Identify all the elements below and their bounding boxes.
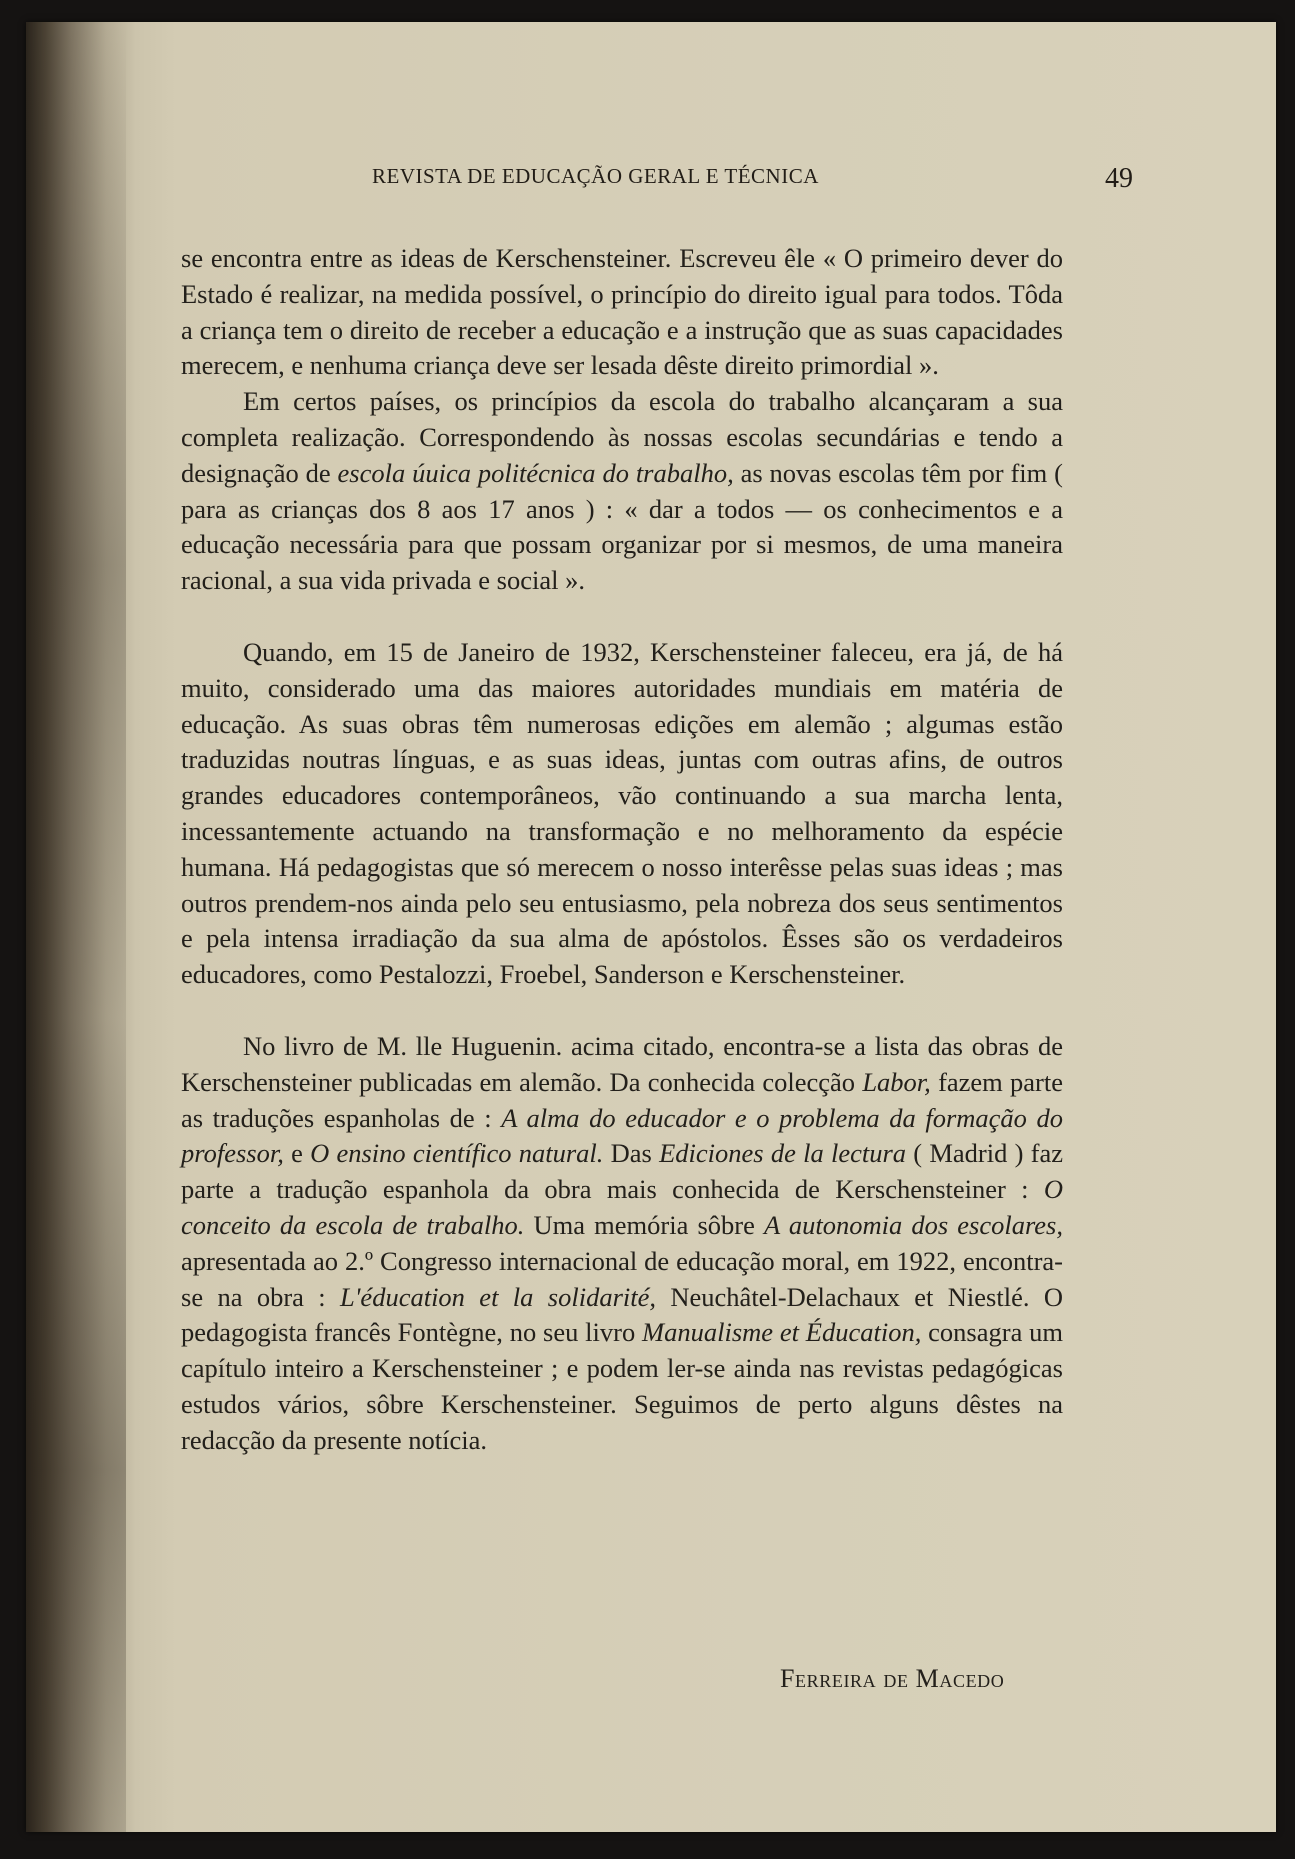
running-title: REVISTA DE EDUCAÇÃO GERAL E TÉCNICA bbox=[372, 164, 819, 188]
text-segment: consagra um capítulo inteiro a Kerschensteiner ; e podem ler-se ainda nas revistas pedagógicas estudos vários, sôbre Kerschensteiner. Seguimos de perto alguns dêstes na redacção da presente notícia. bbox=[181, 1317, 1064, 1455]
italic-title: Manualisme et Éducation, bbox=[642, 1317, 922, 1348]
paragraph-2 bbox=[181, 384, 1063, 599]
text-segment: e bbox=[283, 1138, 311, 1169]
spine-shadow bbox=[26, 22, 126, 1832]
article-body bbox=[181, 241, 1063, 1459]
italic-title: Labor, bbox=[862, 1066, 931, 1097]
text-segment: No livro de M. lle Huguenin. acima citado, encontra-se a lista das obras de Kerschensteiner publicadas em alemão. Da conhecida colecção bbox=[181, 1030, 1063, 1097]
paragraph-1 bbox=[181, 241, 1063, 384]
text-segment: ( Madrid ) faz parte a tradução espanhola da obra mais conhecida de Kerschensteiner : bbox=[181, 1138, 1064, 1205]
text-segment: as novas escolas têm por fim ( para as crianças dos 8 aos 17 anos ) : « dar a todos — os conhecimentos e a educação necessária para que possam organizar por si mesmos, de uma maneira racional, a sua vida privada e social ». bbox=[181, 457, 1063, 596]
text-segment: Neuchâtel-Delachaux et Niestlé. O pedagogista francês Fontègne, no seu livro bbox=[181, 1281, 1063, 1348]
italic-title: O ensino científico natural. bbox=[310, 1138, 604, 1169]
author-signature: Ferreira de Macedo bbox=[780, 1664, 1005, 1693]
text-segment: apresentada ao 2.º Congresso internacional de educação moral, em 1922, encontra-se na obra : bbox=[181, 1245, 1063, 1312]
italic-title: L'éducation et la solidarité, bbox=[340, 1281, 657, 1312]
italic-title: Ediciones de la lectura bbox=[659, 1138, 907, 1169]
text-segment: Em certos países, os princípios da escola do trabalho alcançaram a sua completa realização. Correspondendo às nossas escolas secundárias e tendo a designação de bbox=[181, 386, 1063, 488]
italic-title: escola úuica politécnica do trabalho, bbox=[337, 457, 734, 488]
italic-title: A alma do educador e o problema da formação do professor, bbox=[181, 1102, 1063, 1169]
text-segment: Quando, em 15 de Janeiro de 1932, Kerschensteiner faleceu, era já, de há muito, considerado uma das maiores autoridades mundiais em matéria de educação. As suas obras têm numerosas edições em alemão ; algumas estão traduzidas noutras línguas, e as suas ideas, juntas com outras afins, de outros grandes educadores contemporâneos, vão continuando a sua marcha lenta, incessantemente actuando na transformação e no melhoramento da espécie humana. Há pedagogistas que só merecem o nosso interêsse pelas suas ideas ; mas outros prendem-nos ainda pelo seu entusiasmo, pela nobreza dos seus sentimentos e pela intensa irradiação da sua alma de apóstolos. Êsses são os verdadeiros educadores, como Pestalozzi, Froebel, Sanderson e Kerschensteiner. bbox=[181, 636, 1063, 990]
text-segment: se encontra entre as ideas de Kerschensteiner. Escreveu êle « O primeiro dever do Estado é realizar, na medida possível, o princípio do direito igual para todos. Tôda a criança tem o direito de receber a educação e a instrução que as suas capacidades merecem, e nenhuma criança deve ser lesada dêste direito primordial ». bbox=[181, 243, 1063, 381]
paragraph-4 bbox=[181, 1029, 1063, 1459]
paragraph-3 bbox=[181, 635, 1063, 993]
text-segment: Das bbox=[603, 1138, 660, 1169]
italic-title: O conceito da escola de trabalho. bbox=[181, 1174, 1063, 1240]
scanned-page bbox=[26, 22, 1276, 1832]
italic-title: A autonomia dos escolares, bbox=[764, 1209, 1063, 1240]
page-number: 49 bbox=[1105, 163, 1133, 194]
text-segment: fazem parte as traduções espanholas de : bbox=[181, 1066, 1064, 1133]
text-segment: Uma memória sôbre bbox=[524, 1209, 764, 1240]
